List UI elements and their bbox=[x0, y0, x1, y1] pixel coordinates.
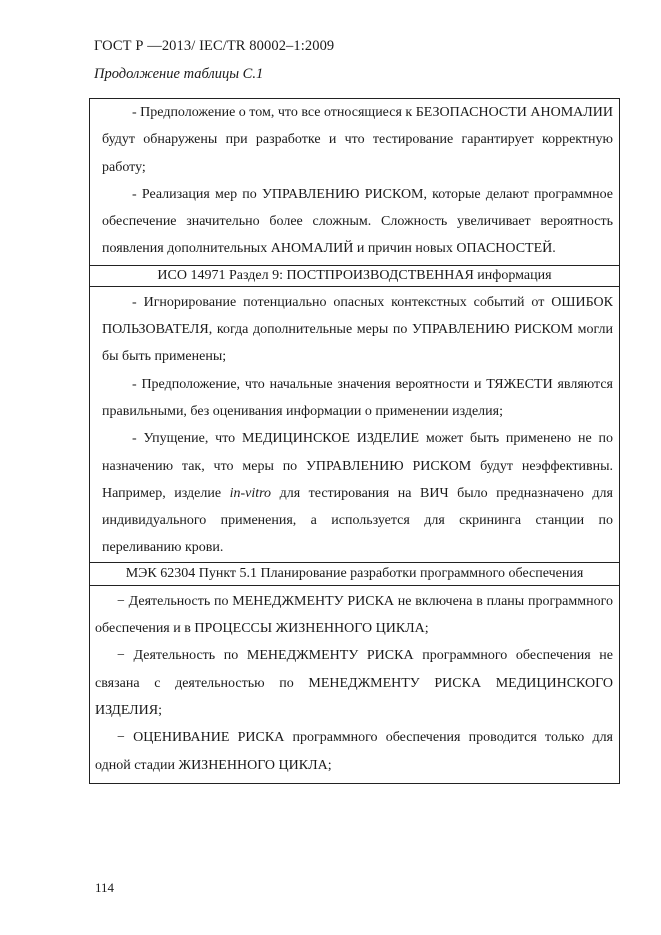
continuation-table bbox=[89, 98, 620, 784]
paragraph bbox=[102, 425, 613, 561]
table-row bbox=[90, 286, 619, 562]
paragraph: − Деятельность по МЕНЕДЖМЕНТУ РИСКА программного обеспечения не связана с деятельностью по МЕНЕДЖМЕНТУ РИСКА МЕДИЦИНСКОГО ИЗДЕЛИЯ; bbox=[95, 648, 613, 718]
paragraph: − ОЦЕНИВАНИЕ РИСКА программного обеспечения проводится только для одной стадии ЖИЗНЕННОГО ЦИКЛА; bbox=[95, 730, 613, 773]
italic-term: in-vitro bbox=[229, 485, 272, 501]
paragraph-text: для тестирования на ВИЧ было предназначено для индивидуального применения, а используется для скрининга станции по переливанию крови. bbox=[102, 485, 613, 556]
section-heading: ИСО 14971 Раздел 9: ПОСТПРОИЗВОДСТВЕННАЯ информация bbox=[157, 267, 552, 283]
paragraph: - Предположение, что начальные значения вероятности и ТЯЖЕСТИ являются правильными, без оценивания информации о применении изделия; bbox=[102, 376, 613, 419]
table-row bbox=[90, 585, 619, 783]
paragraph-text: - Упущение, что МЕДИЦИНСКОЕ ИЗДЕЛИЕ может быть применено не по назначению так, что меры по УПРАВЛЕНИЮ РИСКОМ будут неэффективны. Например, изделие bbox=[102, 431, 613, 501]
document-header: ГОСТ Р —2013/ IEC/TR 80002–1:2009 bbox=[94, 38, 335, 54]
table-row bbox=[90, 99, 619, 265]
table-row bbox=[90, 265, 619, 286]
paragraph: - Предположение о том, что все относящиеся к БЕЗОПАСНОСТИ АНОМАЛИИ будут обнаружены при разработке и что тестирование гарантирует корректную работу; bbox=[102, 105, 613, 175]
section-heading: МЭК 62304 Пункт 5.1 Планирование разработки программного обеспечения bbox=[125, 565, 584, 581]
table-row bbox=[90, 562, 619, 585]
table-cell bbox=[90, 99, 619, 263]
paragraph: - Реализация мер по УПРАВЛЕНИЮ РИСКОМ, которые делают программное обеспечение значительно более сложным. Сложность увеличивает вероятность появления дополнительных АНОМАЛИЙ и причин новых ОПАСНОСТЕЙ. bbox=[102, 186, 613, 257]
page-number: 114 bbox=[95, 880, 115, 895]
paragraph: - Игнорирование потенциально опасных контекстных событий от ОШИБОК ПОЛЬЗОВАТЕЛЯ, когда дополнительные меры по УПРАВЛЕНИЮ РИСКОМ могли бы быть применены; bbox=[102, 294, 613, 365]
paragraph: − Деятельность по МЕНЕДЖМЕНТУ РИСКА не включена в планы программного обеспечения и в ПРОЦЕССЫ ЖИЗНЕННОГО ЦИКЛА; bbox=[95, 593, 613, 637]
table-cell bbox=[90, 287, 619, 562]
table-continuation-caption: Продолжение таблицы С.1 bbox=[94, 66, 264, 82]
table-cell bbox=[90, 586, 619, 783]
